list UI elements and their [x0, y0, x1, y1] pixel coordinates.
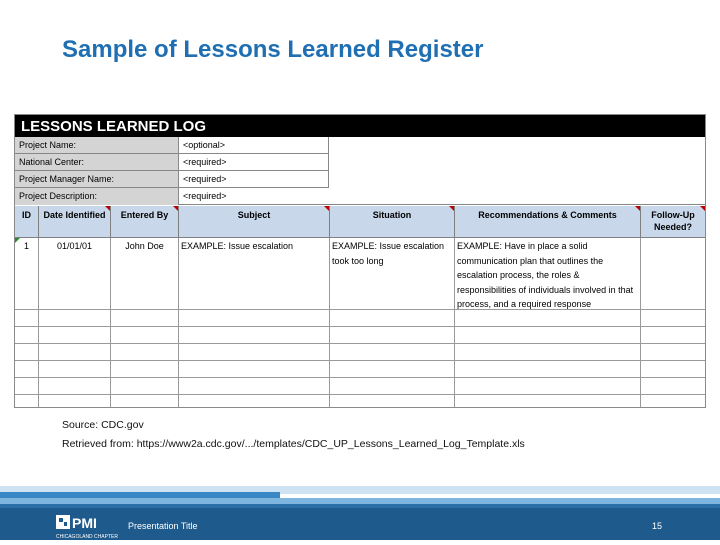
- column-label: Situation: [372, 210, 412, 220]
- retrieved-url-text[interactable]: Retrieved from: https://www2a.cdc.gov/.../templates/CDC_UP_Lessons_Learned_Log_Template.xls: [62, 438, 525, 450]
- cell-subject[interactable]: EXAMPLE: Issue escalation: [179, 238, 330, 310]
- column-label: Follow-Up Needed?: [651, 210, 695, 232]
- field-value[interactable]: <optional>: [179, 137, 329, 154]
- pmi-logo: [55, 514, 119, 540]
- log-header: LESSONS LEARNED LOG: [15, 115, 705, 137]
- column-label: Subject: [237, 210, 271, 220]
- field-label: National Center:: [15, 154, 179, 171]
- source-text: Source: CDC.gov: [62, 419, 144, 431]
- cell-follow-up[interactable]: [641, 238, 705, 310]
- column-label: ID: [22, 210, 31, 220]
- comment-marker-icon: [449, 206, 454, 211]
- lessons-learned-log: [14, 114, 706, 408]
- logo-wordmark: PMI: [72, 515, 97, 531]
- column-header-id: [15, 206, 39, 238]
- field-label: Project Name:: [15, 137, 179, 154]
- cell-text: 1: [23, 241, 29, 251]
- field-value[interactable]: <required>: [179, 154, 329, 171]
- column-label: Recommendations & Comments: [478, 210, 617, 220]
- column-header-follow-up: [641, 206, 705, 238]
- cell-recommendations[interactable]: EXAMPLE: Have in place a solid communication plan that outlines the escalation process, the roles & responsibilities of individuals involved in that process, and a required response: [455, 238, 641, 310]
- column-header-recommendations: [455, 206, 641, 238]
- logo-subtext: CHICAGOLAND CHAPTER: [56, 534, 118, 540]
- empty-rows-grid: [15, 310, 705, 407]
- slide-title: Sample of Lessons Learned Register: [62, 36, 484, 63]
- page-number: 15: [652, 521, 663, 531]
- comment-marker-icon: [700, 206, 705, 211]
- comment-marker-icon: [635, 206, 640, 211]
- column-header-situation: [330, 206, 455, 238]
- presentation-title: Presentation Title: [128, 521, 198, 531]
- cell-date[interactable]: 01/01/01: [39, 238, 111, 310]
- column-header-entered-by: [111, 206, 179, 238]
- comment-marker-icon: [324, 206, 329, 211]
- cell-entered-by[interactable]: John Doe: [111, 238, 179, 310]
- cell-situation[interactable]: EXAMPLE: Issue escalation took too long: [330, 238, 455, 310]
- column-header-subject: [179, 206, 330, 238]
- field-value[interactable]: <required>: [179, 171, 329, 188]
- cell-marker-icon: [15, 238, 20, 243]
- field-label: Project Description:: [15, 188, 179, 205]
- comment-marker-icon: [173, 206, 178, 211]
- column-label: Entered By: [120, 210, 169, 220]
- cell-id[interactable]: [15, 238, 39, 310]
- column-label: Date Identified: [43, 210, 106, 220]
- column-header-date: [39, 206, 111, 238]
- field-label: Project Manager Name:: [15, 171, 179, 188]
- field-value[interactable]: <required>: [179, 188, 705, 205]
- comment-marker-icon: [105, 206, 110, 211]
- pmi-logo-icon: [55, 514, 119, 540]
